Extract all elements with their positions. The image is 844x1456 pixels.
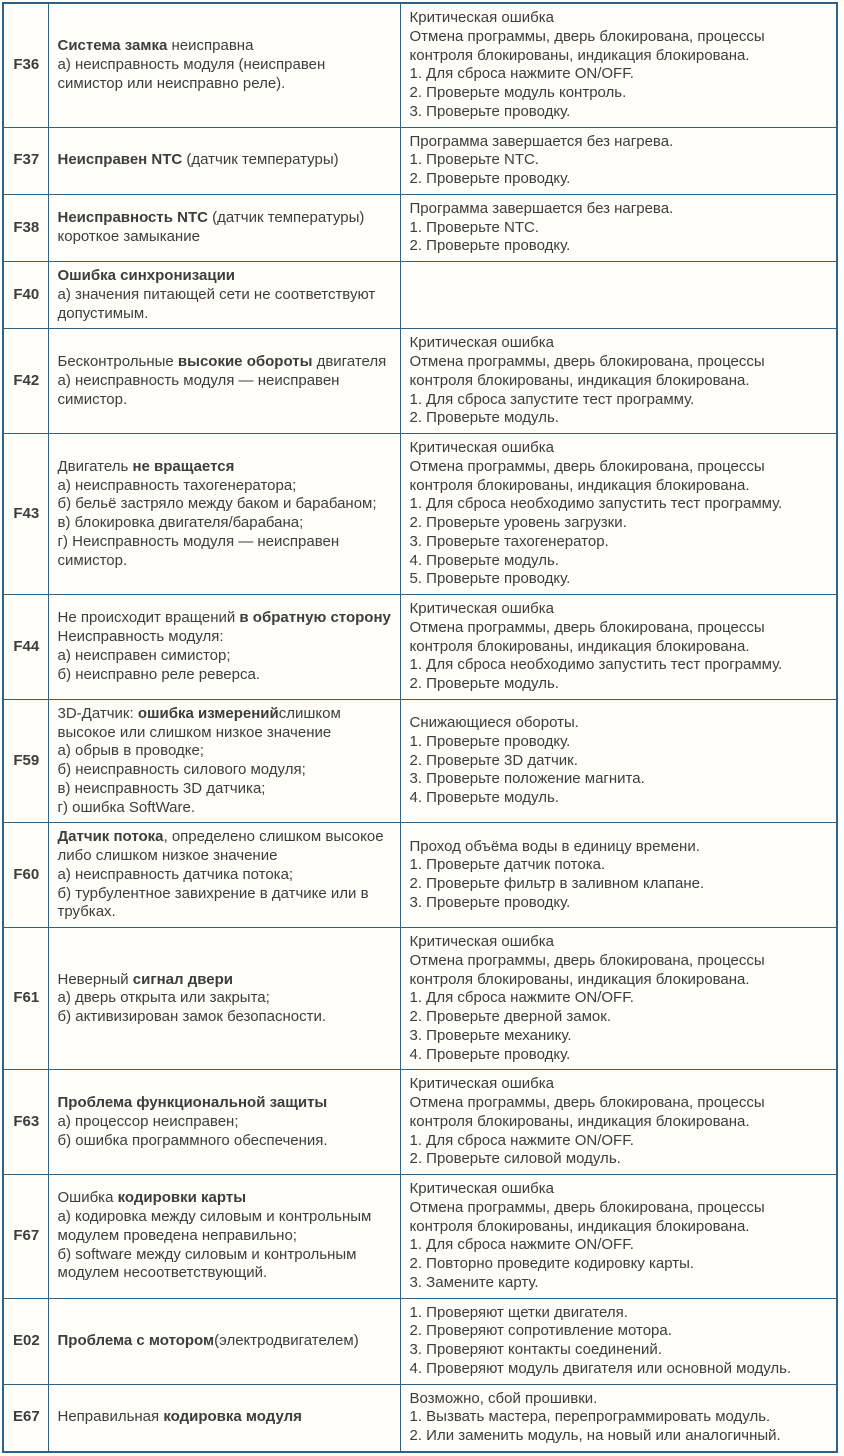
description-line: Двигатель не вращается — [57, 457, 235, 475]
error-description — [48, 928, 400, 1070]
solution-line: 3. Замените карту. — [409, 1273, 539, 1291]
solution-line: 2. Проверьте 3D датчик. — [409, 751, 578, 769]
solution-line: 2. Проверьте дверной замок. — [409, 1008, 611, 1025]
description-line: Система замка неисправна — [57, 37, 254, 55]
error-solution — [400, 595, 837, 700]
error-solution — [400, 1175, 837, 1299]
solution-line: 1. Для сброса запустите тест программу. — [409, 390, 695, 408]
table-row — [3, 1070, 837, 1175]
solution-line: 1. Проверьте проводку. — [409, 732, 571, 750]
description-line: 3D-Датчик: ошибка измеренийслишком высокое или слишком низкое значение — [57, 704, 341, 741]
error-solution — [400, 1298, 837, 1384]
error-code: F37 — [3, 127, 48, 194]
description-line: Ошибка кодировки карты — [57, 1189, 247, 1207]
solution-line: Критическая ошибка — [409, 1180, 554, 1197]
solution-line: Возможно, сбой прошивки. — [409, 1389, 598, 1407]
solution-line: 1. Для сброса нажмите ON/OFF. — [409, 65, 634, 83]
solution-line: 1. Проверьте датчик потока. — [409, 856, 606, 874]
solution-line: Критическая ошибка — [409, 439, 554, 456]
solution-line: Критическая ошибка — [409, 600, 554, 617]
solution-line: Отмена программы, дверь блокирована, процессы — [409, 951, 765, 969]
solution-line: контроля блокированы, индикация блокирована. — [409, 46, 750, 64]
error-code: F67 — [3, 1175, 48, 1299]
error-solution — [400, 699, 837, 823]
error-solution — [400, 262, 837, 329]
description-line: Неправильная кодировка модуля — [57, 1408, 302, 1426]
description-line: г) Неисправность модуля — неисправен симистор. — [57, 532, 340, 569]
solution-line: 2. Проверьте фильтр в заливном клапане. — [409, 875, 705, 893]
solution-line: 2. Проверьте проводку. — [409, 237, 571, 255]
description-line: а) неисправность модуля — неисправен симистор. — [57, 371, 340, 408]
error-code: F38 — [3, 194, 48, 261]
error-table-body — [3, 3, 837, 1452]
description-line: б) software между силовым и контрольным модулем несоответствующий. — [57, 1245, 357, 1282]
solution-line: 3. Проверьте проводку. — [409, 893, 571, 911]
solution-line: 1. Для сброса необходимо запустить тест программу. — [409, 495, 783, 513]
solution-line: 1. Для сброса нажмите ON/OFF. — [409, 1131, 634, 1149]
description-line: Неверный сигнал двери — [57, 970, 233, 988]
solution-line: 1. Для сброса необходимо запустить тест программу. — [409, 656, 783, 674]
description-line: б) активизирован замок безопасности. — [57, 1008, 327, 1025]
error-solution — [400, 3, 837, 127]
description-line: а) неисправность модуля (неисправен симистор или неисправно реле). — [57, 55, 326, 92]
error-description — [48, 1175, 400, 1299]
description-line: а) кодировка между силовым и контрольным модулем проведена неправильно; — [57, 1208, 372, 1244]
description-line: Неисправность модуля: — [57, 628, 224, 646]
table-row — [3, 928, 837, 1070]
solution-line: Отмена программы, дверь блокирована, процессы — [409, 1094, 765, 1111]
description-line: б) ошибка программного обеспечения. — [57, 1131, 328, 1149]
solution-line: 1. Проверьте NTC. — [409, 218, 539, 236]
solution-line: 4. Проверяют модуль двигателя или основной модуль. — [409, 1359, 792, 1377]
table-row — [3, 127, 837, 194]
description-line: а) неисправен симистор; — [57, 646, 231, 664]
error-description — [48, 262, 400, 329]
error-description — [48, 3, 400, 127]
solution-line: 2. Проверяют сопротивление мотора. — [409, 1322, 672, 1340]
solution-line: 2. Проверьте модуль. — [409, 675, 559, 692]
solution-line: 3. Проверьте проводку. — [409, 102, 571, 120]
error-description — [48, 194, 400, 261]
solution-line: 2. Проверьте силовой модуль. — [409, 1150, 621, 1168]
solution-line: 2. Повторно проведите кодировку карты. — [409, 1255, 695, 1272]
solution-line: контроля блокированы, индикация блокирована. — [409, 371, 750, 389]
error-code: F44 — [3, 595, 48, 700]
solution-line: Отмена программы, дверь блокирована, процессы — [409, 1198, 765, 1216]
description-line: Неисправность NTC (датчик температуры) короткое замыкание — [57, 209, 365, 245]
solution-line: Программа завершается без нагрева. — [409, 132, 674, 150]
solution-line: 4. Проверьте проводку. — [409, 1045, 571, 1063]
solution-line: 3. Проверьте тахогенератор. — [409, 532, 609, 550]
table-row — [3, 1298, 837, 1384]
solution-line: контроля блокированы, индикация блокирована. — [409, 970, 750, 988]
table-row — [3, 262, 837, 329]
solution-line: 1. Проверяют щетки двигателя. — [409, 1303, 628, 1321]
solution-line: 2. Проверьте уровень загрузки. — [409, 514, 627, 531]
solution-line: 3. Проверьте механику. — [409, 1026, 572, 1044]
description-line: б) неисправность силового модуля; — [57, 761, 306, 778]
table-row — [3, 699, 837, 823]
error-description — [48, 1384, 400, 1452]
description-line: б) бельё застряло между баком и барабаном; — [57, 495, 377, 513]
solution-line: 5. Проверьте проводку. — [409, 570, 571, 588]
description-line: а) процессор неисправен; — [57, 1112, 239, 1130]
solution-line: Критическая ошибка — [409, 933, 554, 950]
error-code: F61 — [3, 928, 48, 1070]
description-line: Проблема функциональной защиты — [57, 1094, 328, 1111]
error-solution — [400, 194, 837, 261]
error-description — [48, 1298, 400, 1384]
error-description — [48, 823, 400, 928]
error-description — [48, 595, 400, 700]
solution-line: Критическая ошибка — [409, 1075, 554, 1093]
solution-line: Отмена программы, дверь блокирована, процессы — [409, 618, 765, 636]
description-line: Датчик потока, определено слишком высокое либо слишком низкое значение — [57, 828, 384, 864]
description-line: а) дверь открыта или закрыта; — [57, 989, 270, 1007]
solution-line: 3. Проверяют контакты соединений. — [409, 1341, 662, 1358]
description-line: в) неисправность 3D датчика; — [57, 779, 266, 797]
table-row — [3, 3, 837, 127]
error-code: E67 — [3, 1384, 48, 1452]
error-code: F59 — [3, 699, 48, 823]
solution-line: Отмена программы, дверь блокирована, процессы — [409, 27, 765, 45]
solution-line: 1. Для сброса нажмите ON/OFF. — [409, 1236, 634, 1254]
solution-line: Программа завершается без нагрева. — [409, 199, 674, 217]
error-description — [48, 127, 400, 194]
table-row — [3, 1384, 837, 1452]
error-code: F42 — [3, 329, 48, 434]
table-row — [3, 194, 837, 261]
solution-line: 2. Или заменить модуль, на новый или аналогичный. — [409, 1427, 781, 1444]
error-solution — [400, 1384, 837, 1452]
error-description — [48, 434, 400, 595]
error-solution — [400, 928, 837, 1070]
description-line: Проблема с мотором(электродвигателем) — [57, 1331, 359, 1349]
solution-line: 1. Проверьте NTC. — [409, 151, 539, 169]
solution-line: контроля блокированы, индикация блокирована. — [409, 1112, 750, 1130]
table-row — [3, 1175, 837, 1299]
error-solution — [400, 329, 837, 434]
solution-line: Отмена программы, дверь блокирована, процессы — [409, 353, 765, 370]
solution-line: 1. Вызвать мастера, перепрограммировать модуль. — [409, 1408, 771, 1426]
error-code-table — [2, 2, 838, 1453]
error-description — [48, 699, 400, 823]
description-line: б) турбулентное завихрение в датчике или в трубках. — [57, 884, 369, 921]
table-row — [3, 329, 837, 434]
solution-line: 2. Проверьте модуль контроль. — [409, 84, 627, 101]
description-line: Бесконтрольные высокие обороты двигателя — [57, 353, 387, 370]
error-code: E02 — [3, 1298, 48, 1384]
table-row — [3, 434, 837, 595]
error-solution — [400, 127, 837, 194]
description-line: Не происходит вращений в обратную сторону — [57, 609, 391, 627]
error-code: F36 — [3, 3, 48, 127]
description-line: а) неисправность тахогенератора; — [57, 476, 297, 494]
solution-line: Критическая ошибка — [409, 9, 554, 26]
error-code: F43 — [3, 434, 48, 595]
error-code: F63 — [3, 1070, 48, 1175]
solution-line: 2. Проверьте модуль. — [409, 409, 559, 427]
solution-line: контроля блокированы, индикация блокирована. — [409, 637, 750, 655]
solution-line: контроля блокированы, индикация блокирована. — [409, 1217, 750, 1235]
solution-line: 2. Проверьте проводку. — [409, 170, 571, 187]
solution-line: 3. Проверьте положение магнита. — [409, 770, 645, 788]
description-line: Неисправен NTC (датчик температуры) — [57, 151, 339, 169]
solution-line: 1. Для сброса нажмите ON/OFF. — [409, 989, 634, 1007]
solution-line: контроля блокированы, индикация блокирована. — [409, 476, 750, 494]
error-solution — [400, 434, 837, 595]
error-description — [48, 329, 400, 434]
table-row — [3, 595, 837, 700]
solution-line: 4. Проверьте модуль. — [409, 789, 559, 807]
error-description — [48, 1070, 400, 1175]
description-line: а) значения питающей сети не соответствуют допустимым. — [57, 285, 376, 322]
solution-line: Отмена программы, дверь блокирована, процессы — [409, 457, 765, 475]
solution-line: Критическая ошибка — [409, 334, 554, 352]
error-code: F40 — [3, 262, 48, 329]
description-line: а) неисправность датчика потока; — [57, 865, 294, 883]
error-solution — [400, 1070, 837, 1175]
description-line: Ошибка синхронизации — [57, 267, 236, 284]
error-code: F60 — [3, 823, 48, 928]
solution-line: Проход объёма воды в единицу времени. — [409, 837, 700, 855]
solution-line: Снижающиеся обороты. — [409, 714, 579, 732]
solution-line: 4. Проверьте модуль. — [409, 551, 559, 569]
error-solution — [400, 823, 837, 928]
description-line: а) обрыв в проводке; — [57, 742, 204, 760]
description-line: г) ошибка SoftWare. — [57, 798, 196, 816]
description-line: в) блокировка двигателя/барабана; — [57, 514, 304, 531]
table-row — [3, 823, 837, 928]
description-line: б) неисправно реле реверса. — [57, 665, 260, 683]
